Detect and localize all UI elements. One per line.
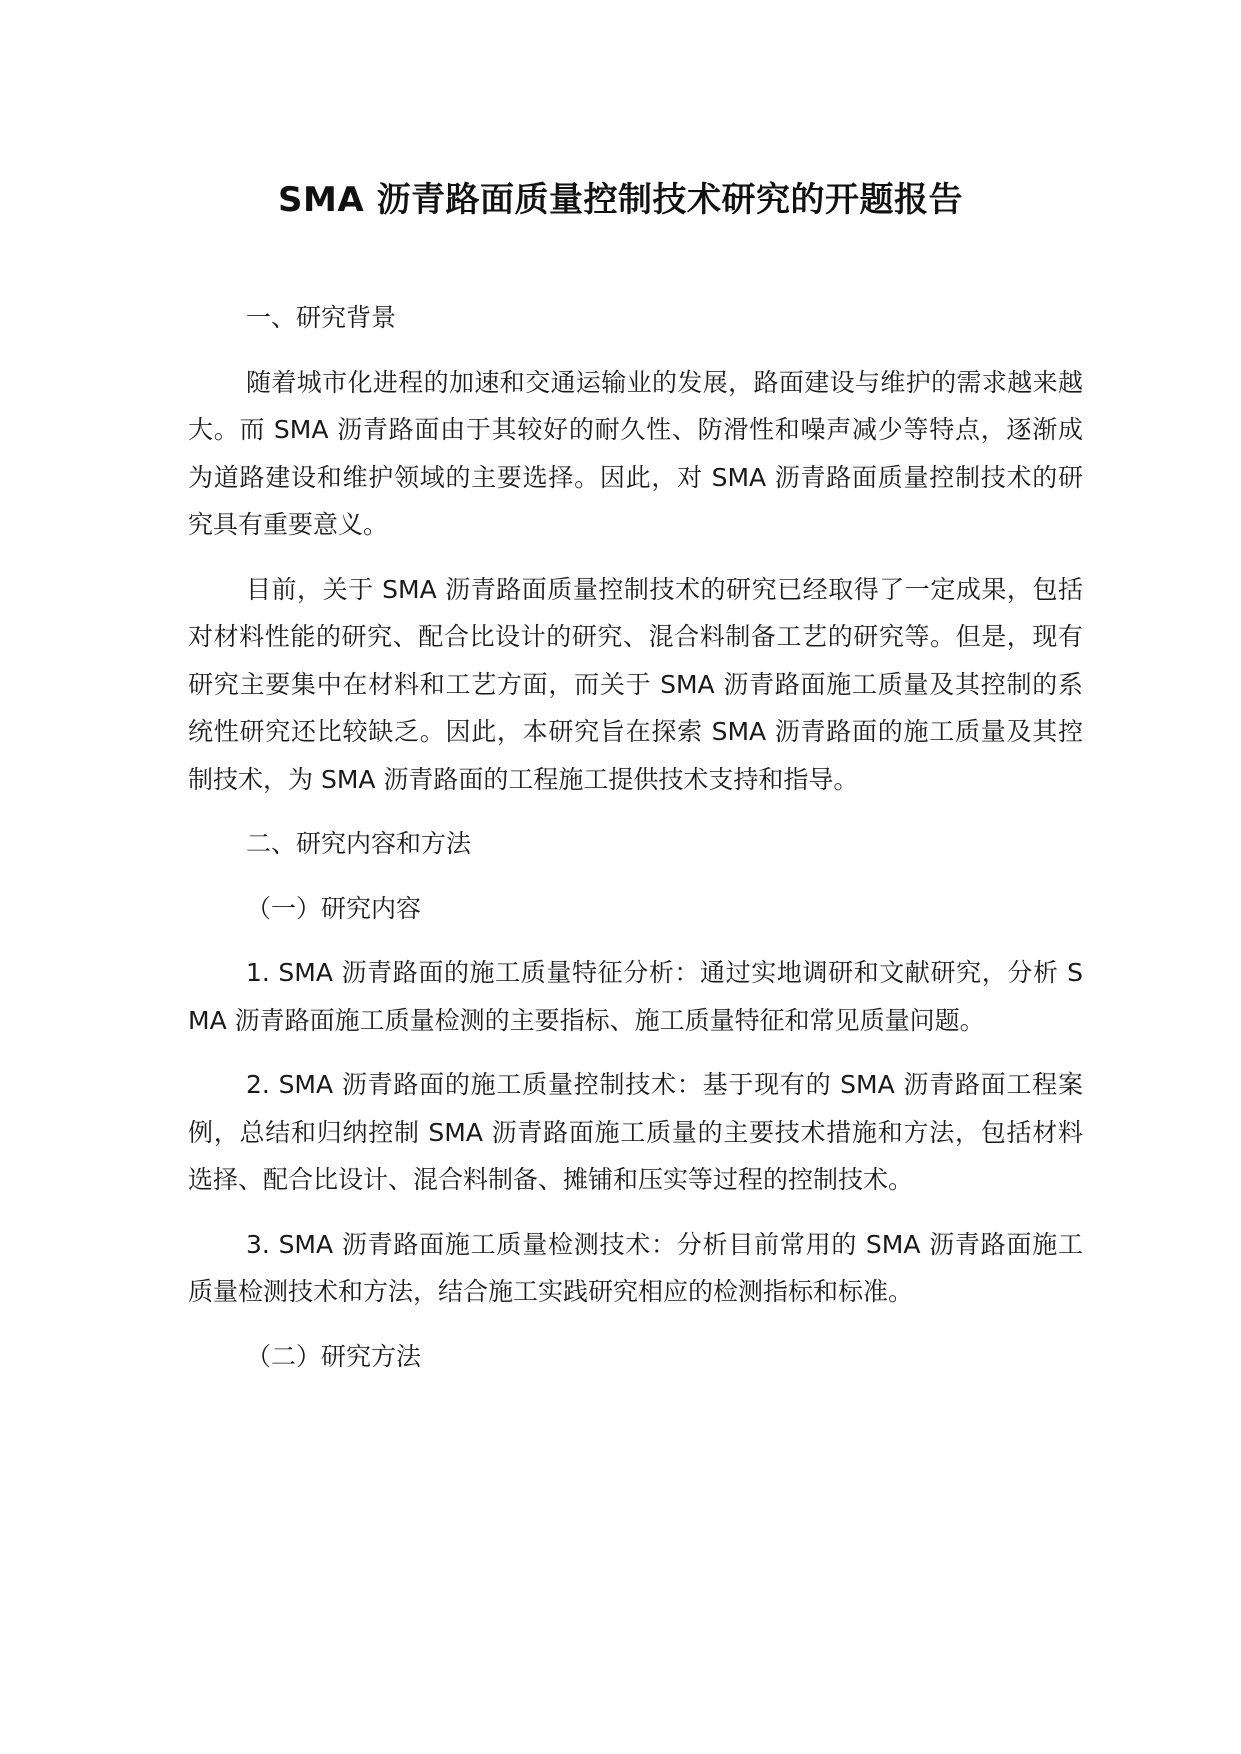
section-heading-content-methods: 二、研究内容和方法 <box>246 829 472 858</box>
paragraph-background-1: 随着城市化进程的加速和交通运输业的发展，路面建设与维护的需求越来越大。而 SMA 沥青路面由于其较好的耐久性、防滑性和噪声减少等特点，逐渐成为道路建设和维护领域的主要选择。因此，对 SMA 沥青路面质量控制技术的研究具有重要意义。 <box>188 367 1083 539</box>
document-body <box>188 294 1083 1397</box>
paragraph-background-2: 目前，关于 SMA 沥青路面质量控制技术的研究已经取得了一定成果，包括对材料性能的研究、配合比设计的研究、混合料制备工艺的研究等。但是，现有研究主要集中在材料和工艺方面，而关于 SMA 沥青路面施工质量及其控制的系统性研究还比较缺乏。因此，本研究旨在探索 SMA 沥青路面的施工质量及其控制技术，为 SMA 沥青路面的工程施工提供技术支持和指导。 <box>188 574 1083 794</box>
list-item-content-2: 2. SMA 沥青路面的施工质量控制技术：基于现有的 SMA 沥青路面工程案例，总结和归纳控制 SMA 沥青路面施工质量的主要技术措施和方法，包括材料选择、配合比设计、混合料制备、摊铺和压实等过程的控制技术。 <box>188 1070 1083 1194</box>
list-item-content-1: 1. SMA 沥青路面的施工质量特征分析：通过实地调研和文献研究，分析 SMA 沥青路面施工质量检测的主要指标、施工质量特征和常见质量问题。 <box>188 958 1083 1035</box>
section-heading-background: 一、研究背景 <box>246 303 397 332</box>
subsection-heading-content: （一）研究内容 <box>246 893 422 923</box>
subsection-heading-methods: （二）研究方法 <box>246 1341 422 1371</box>
document-title: SMA 沥青路面质量控制技术研究的开题报告 <box>278 180 963 220</box>
list-item-content-3: 3. SMA 沥青路面施工质量检测技术：分析目前常用的 SMA 沥青路面施工质量检测技术和方法，结合施工实践研究相应的检测指标和标准。 <box>188 1229 1083 1306</box>
